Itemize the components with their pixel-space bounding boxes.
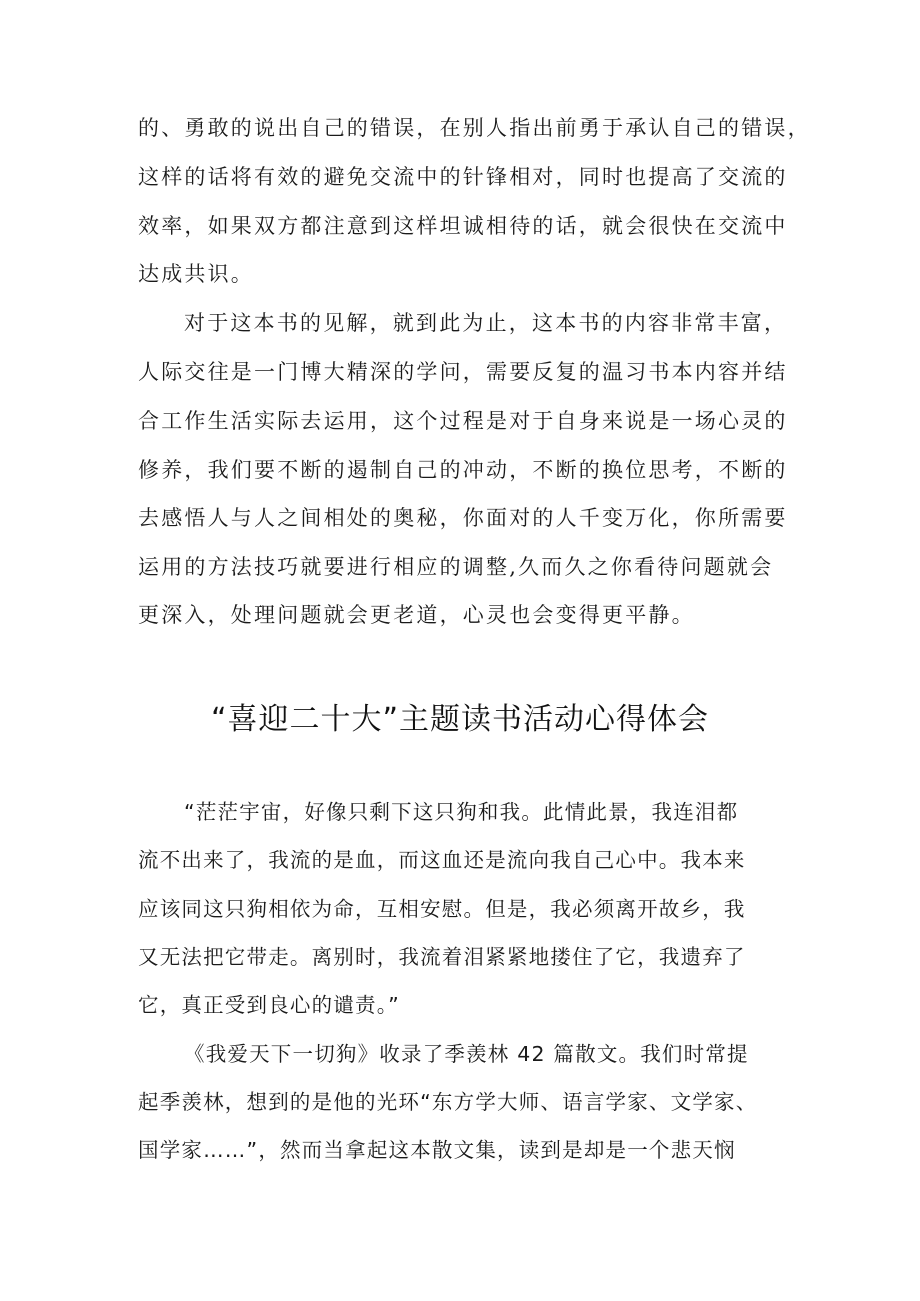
body-line: 应该同这只狗相依为命，互相安慰。但是，我必须离开故乡，我	[138, 897, 746, 921]
body-line: 人际交往是一门博大精深的学问，需要反复的温习书本内容并结	[138, 360, 788, 384]
body-line: 起季羡林，想到的是他的光环“东方学大师、语言学家、文学家、	[138, 1090, 758, 1114]
body-line: 更深入，处理问题就会更老道，心灵也会变得更平静。	[138, 603, 695, 627]
body-line: 去感悟人与人之间相处的奥秘，你面对的人千变万化，你所需要	[138, 506, 788, 530]
paragraph-first-line: 对于这本书的见解，就到此为止，这本书的内容非常丰富，	[184, 311, 788, 335]
body-line: 修养，我们要不断的遏制自己的冲动，不断的换位思考，不断的	[138, 458, 788, 482]
body-line: 的、勇敢的说出自己的错误，在别人指出前勇于承认自己的错误，	[138, 116, 811, 140]
section-title: “喜迎二十大”主题读书活动心得体会	[210, 702, 710, 737]
body-line: 又无法把它带走。离别时，我流着泪紧紧地搂住了它，我遗弃了	[138, 945, 746, 969]
body-line: 它，真正受到良心的谴责。”	[138, 993, 400, 1017]
paragraph-first-line: 《我爱天下一切狗》收录了季羡林 42 篇散文。我们时常提	[184, 1042, 749, 1066]
body-line: 效率，如果双方都注意到这样坦诚相待的话，就会很快在交流中	[138, 214, 788, 238]
body-line: 国学家……”，然而当拿起这本散文集，读到是却是一个悲天悯	[138, 1138, 736, 1162]
body-line: 合工作生活实际去运用，这个过程是对于自身来说是一场心灵的	[138, 409, 788, 433]
paragraph-first-line: “茫茫宇宙，好像只剩下这只狗和我。此情此景，我连泪都	[184, 800, 739, 824]
body-line: 达成共识。	[138, 262, 254, 286]
body-line: 流不出来了，我流的是血，而这血还是流向我自己心中。我本来	[138, 848, 746, 872]
body-line: 运用的方法技巧就要进行相应的调整,久而久之你看待问题就会	[138, 555, 774, 579]
body-line: 这样的话将有效的避免交流中的针锋相对，同时也提高了交流的	[138, 165, 788, 189]
